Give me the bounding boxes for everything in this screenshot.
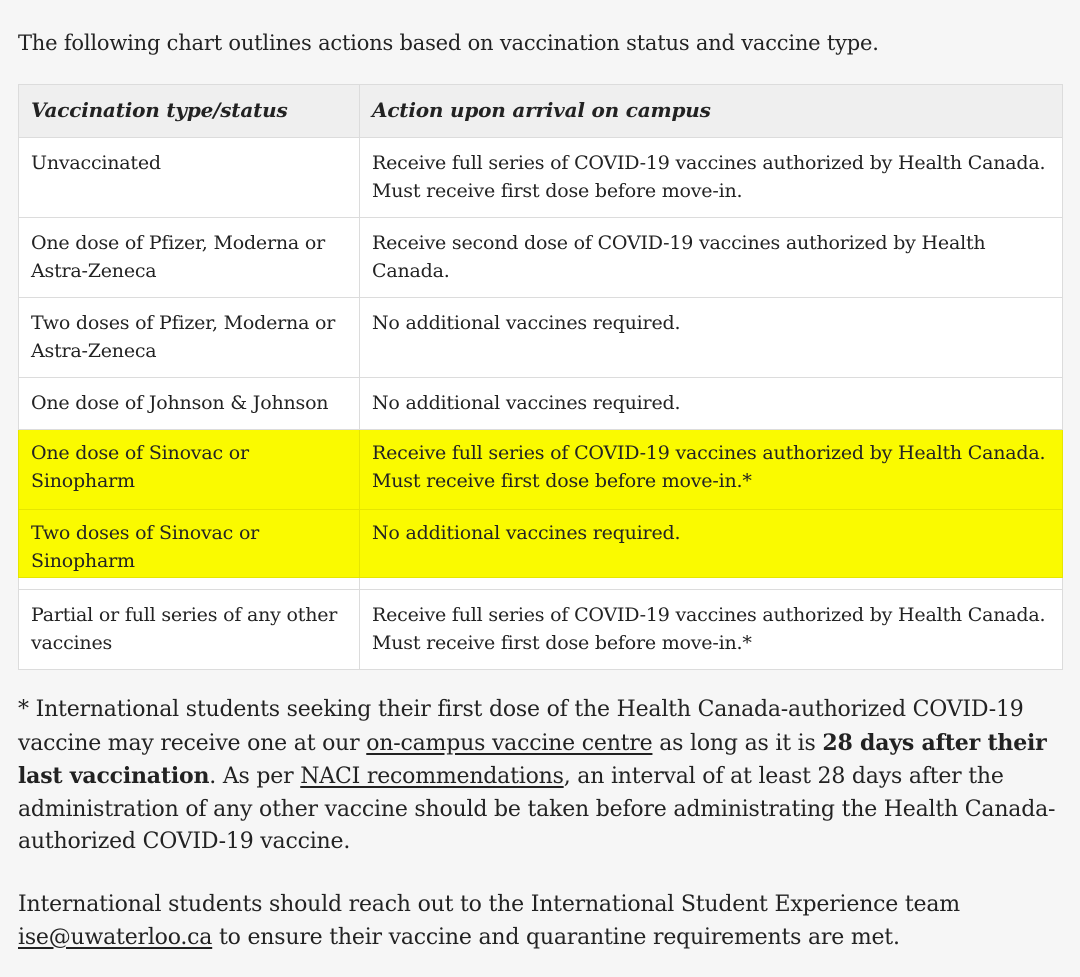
status-cell: Partial or full series of any other vaccines bbox=[19, 590, 360, 670]
contact-paragraph bbox=[18, 889, 1068, 954]
table-header-row bbox=[19, 85, 1063, 138]
footnote-text: * International students seeking their first dose of the Health Canada-authorized COVID-19 vaccine may receive one at our bbox=[18, 697, 1024, 756]
table-row bbox=[19, 590, 1063, 670]
status-cell: One dose of Johnson & Johnson bbox=[19, 378, 360, 430]
ise-email-link[interactable]: ise@uwaterloo.ca bbox=[18, 924, 213, 950]
action-cell: Receive full series of COVID-19 vaccines authorized by Health Canada. Must receive first dose before move-in. bbox=[360, 138, 1063, 218]
status-cell: One dose of Pfizer, Moderna or Astra-Zeneca bbox=[19, 218, 360, 298]
action-cell: Receive second dose of COVID-19 vaccines authorized by Health Canada. bbox=[360, 218, 1063, 298]
action-cell: No additional vaccines required. bbox=[360, 298, 1063, 378]
table-row bbox=[19, 378, 1063, 430]
footnote-text: . As per bbox=[209, 764, 301, 789]
action-cell: Receive full series of COVID-19 vaccines authorized by Health Canada. Must receive first dose before move-in.* bbox=[360, 590, 1063, 670]
footnote-text: , an interval of at least 28 days after the administration of any other vaccine should be taken before administrating the Health Canada-authorized COVID-19 vaccine. bbox=[18, 764, 1056, 854]
action-cell: Receive full series of COVID-19 vaccines authorized by Health Canada. Must receive first dose before move-in.* bbox=[360, 430, 1063, 510]
naci-recommendations-link[interactable]: NACI recommendations bbox=[300, 764, 564, 789]
status-cell: Two doses of Sinovac or Sinopharm bbox=[19, 510, 360, 578]
table-row bbox=[19, 218, 1063, 298]
header-action: Action upon arrival on campus bbox=[360, 85, 1063, 138]
spacer-cell bbox=[360, 578, 1063, 590]
table-row bbox=[19, 138, 1063, 218]
footnote-paragraph bbox=[18, 694, 1068, 859]
footnote-text: as long as it is bbox=[652, 730, 823, 756]
spacer-cell bbox=[19, 578, 360, 590]
vaccine-centre-link[interactable]: on-campus vaccine centre bbox=[366, 730, 653, 756]
action-cell: No additional vaccines required. bbox=[360, 378, 1063, 430]
contact-text: International students should reach out to the International Student Experience team bbox=[18, 892, 960, 917]
table-row-highlighted bbox=[19, 510, 1063, 578]
status-cell: Unvaccinated bbox=[19, 138, 360, 218]
footnote-bold-text: 28 days after their last vaccination bbox=[18, 729, 1047, 789]
status-cell: One dose of Sinovac or Sinopharm bbox=[19, 430, 360, 510]
contact-text: to ensure their vaccine and quarantine requirements are met. bbox=[212, 924, 900, 950]
intro-text: The following chart outlines actions based on vaccination status and vaccine type. bbox=[18, 31, 879, 55]
table-row-highlighted bbox=[19, 430, 1063, 510]
vaccination-table bbox=[18, 84, 1063, 670]
table-row bbox=[19, 298, 1063, 378]
table-spacer bbox=[19, 578, 1063, 590]
action-cell: No additional vaccines required. bbox=[360, 510, 1063, 578]
header-vaccination-status: Vaccination type/status bbox=[19, 85, 360, 138]
status-cell: Two doses of Pfizer, Moderna or Astra-Zeneca bbox=[19, 298, 360, 378]
